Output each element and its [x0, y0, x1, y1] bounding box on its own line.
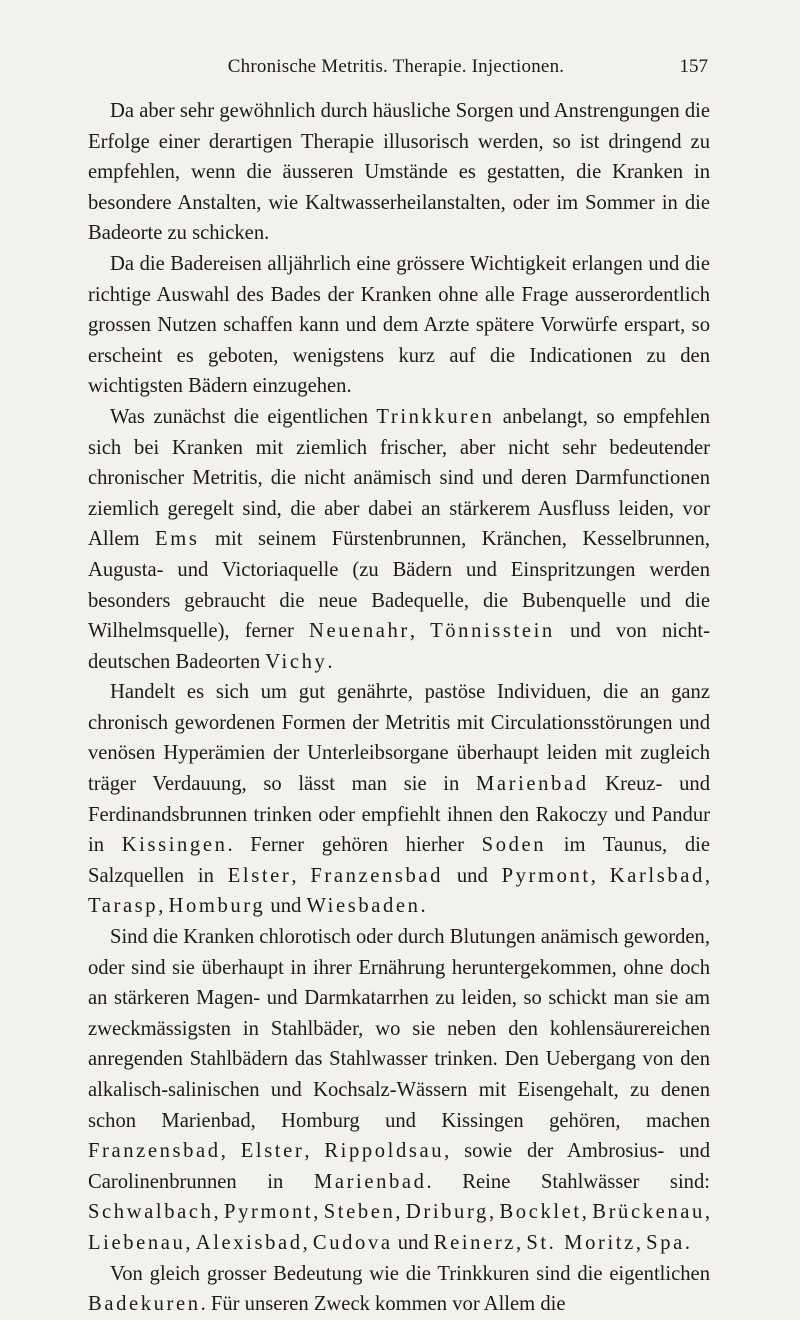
text-run: ,	[635, 1231, 647, 1254]
text-run: Sind die Kranken chlorotisch oder durch Blutungen anämisch geworden, oder sind sie überhaupt in ihrer Ernährung heruntergekommen, ohne doch an stärkeren Magen- und Darmkatarrhen zu leiden, so schickt man sie am zweckmässigsten in Stahlbäder, wo sie neben den kohlensäurereichen anregenden Stahlbädern das Stahlwasser trinken. Den Uebergang von den alkalisch-salinischen und Kochsalz-Wässern mit Eisengehalt, zu denen schon Marienbad, Homburg und Kissingen gehören, machen	[88, 926, 710, 1132]
spa-name: Alexisbad	[195, 1231, 303, 1254]
spa-name: Kissingen	[121, 834, 228, 857]
spa-name: Steben	[323, 1201, 396, 1224]
text-run: mit seinem Fürstenbrunnen, Kränchen, Kesselbrunnen, Augusta- und Victoriaquelle (zu Bädern und Einspritzungen werden besonders gebraucht die neue Badequelle, die Bubenquelle und die Wilhelmsquelle), ferner	[88, 528, 710, 643]
spa-name: Rippoldsau	[324, 1140, 445, 1163]
text-run: ,	[581, 1201, 593, 1224]
text-run: ,	[302, 1231, 313, 1254]
text-run: ,	[704, 864, 711, 887]
text-run: anbelangt, so empfehlen sich bei Kranken mit ziemlich frischer, aber nicht sehr bedeutender chronischer Metritis, die nicht anämisch sind und deren Darmfunctionen ziemlich geregelt sind, die aber dabei an stärkerem Ausfluss leiden, vor Allem	[88, 405, 710, 551]
running-title: Chronische Metritis. Therapie. Injectionen.	[227, 56, 565, 77]
text-run: und	[443, 864, 502, 887]
text-run: . Ferner gehören hierher	[227, 834, 482, 857]
spa-name: Marienbad	[475, 773, 589, 796]
spa-name: Elster	[240, 1140, 305, 1163]
text-run: und	[392, 1231, 434, 1254]
paragraph	[88, 1259, 710, 1320]
text-run: ,	[291, 864, 311, 887]
text-run: und von nicht-deutschen Badeorten	[88, 620, 711, 673]
spa-name: Pyrmont	[224, 1201, 314, 1224]
spa-name: Ems	[155, 528, 200, 551]
spa-name: Driburg	[405, 1201, 489, 1224]
spa-name: Cudova	[312, 1231, 393, 1254]
spa-name: Elster	[227, 864, 292, 887]
text-run: ,	[488, 1201, 500, 1224]
spa-name: Pyrmont	[501, 864, 591, 887]
spa-name: Homburg	[168, 895, 266, 918]
text-run: Da aber sehr gewöhnlich durch häusliche Sorgen und Anstrengungen die Erfolge einer derartigen Therapie illusorisch werden, so ist dringend zu empfehlen, wenn die äusseren Umstände es gestatten, die Kranken in besondere Anstalten, wie Kaltwasserheilanstalten, oder im Sommer in die Badeorte zu schicken.	[88, 100, 710, 245]
paragraph	[88, 96, 710, 249]
spa-name: Tarasp	[88, 895, 159, 918]
spa-name: Bocklet	[499, 1201, 582, 1224]
text-run: ,	[590, 864, 610, 887]
text-run: , sowie der Ambrosius- und Carolinenbrunnen in	[88, 1140, 711, 1193]
text-run: ,	[516, 1231, 527, 1254]
spa-name: Tönnisstein	[430, 620, 555, 643]
text-run: im Taunus, die Salzquellen in	[88, 834, 710, 887]
text-run: Kreuz- und Ferdinandsbrunnen trinken oder empfiehlt ihnen den Rakoczy und Pandur in	[88, 773, 710, 857]
text-run: ,	[313, 1201, 324, 1224]
text-run: ,	[158, 895, 169, 918]
spa-name: Spa	[646, 1231, 685, 1254]
paragraph	[88, 922, 710, 1259]
text-run: ,	[409, 620, 431, 643]
spa-name: Reinerz	[433, 1231, 517, 1254]
text-run: . Für unseren Zweck kommen vor Allem die	[200, 1293, 566, 1316]
text-run: .	[420, 895, 426, 918]
emphasis-term: Badekuren	[88, 1293, 201, 1316]
spa-name: Wiesbaden	[306, 895, 421, 918]
text-run: Was zunächst die eigentlichen	[110, 405, 377, 428]
paragraph	[88, 249, 710, 402]
text-run: .	[684, 1231, 690, 1254]
paragraph	[88, 402, 710, 677]
text-run: ,	[704, 1201, 711, 1224]
spa-name: Schwalbach	[88, 1201, 214, 1224]
text-run: Handelt es sich um gut genährte, pastöse Individuen, die an ganz chronisch gewordenen Formen der Metritis mit Circulationsstörungen und venösen Hyperämien der Unterleibsorgane überhaupt leiden mit zugleich träger Verdauung, so lässt man sie in	[88, 681, 710, 796]
spa-name: St. Moritz	[526, 1231, 636, 1254]
spa-name: Karlsbad	[609, 864, 705, 887]
spa-name: Brückenau	[592, 1201, 705, 1224]
text-run: ,	[220, 1140, 241, 1163]
body-text	[88, 96, 710, 1320]
spa-name: Neuenahr	[308, 620, 410, 643]
text-run: Von gleich grosser Bedeutung wie die Trinkkuren sind die eigentlichen	[110, 1262, 710, 1285]
text-run: ,	[304, 1140, 325, 1163]
spa-name: Vichy	[265, 650, 328, 673]
text-run: ,	[185, 1231, 196, 1254]
text-run: .	[327, 650, 333, 673]
spa-name: Soden	[481, 834, 547, 857]
page-header	[84, 56, 708, 86]
text-run: . Reine Stahlwässer sind:	[426, 1170, 710, 1193]
text-run: und	[265, 895, 307, 918]
text-run: ,	[213, 1201, 225, 1224]
paragraph	[88, 677, 710, 922]
spa-name: Liebenau	[88, 1231, 186, 1254]
text-run: Da die Badereisen alljährlich eine grössere Wichtigkeit erlangen und die richtige Auswahl des Bades der Kranken ohne alle Frage ausserordentlich grossen Nutzen schaffen kann und dem Arzte spätere Vorwürfe erspart, so erscheint es geboten, wenigstens kurz auf die Indicationen zu den wichtigsten Bädern einzugehen.	[88, 252, 710, 398]
emphasis-term: Trinkkuren	[376, 405, 495, 428]
page-number: 157	[679, 56, 708, 77]
text-run: ,	[395, 1201, 406, 1224]
spa-name: Franzensbad	[88, 1140, 221, 1163]
spa-name: Franzensbad	[310, 864, 444, 887]
spa-name: Marienbad	[313, 1170, 427, 1193]
